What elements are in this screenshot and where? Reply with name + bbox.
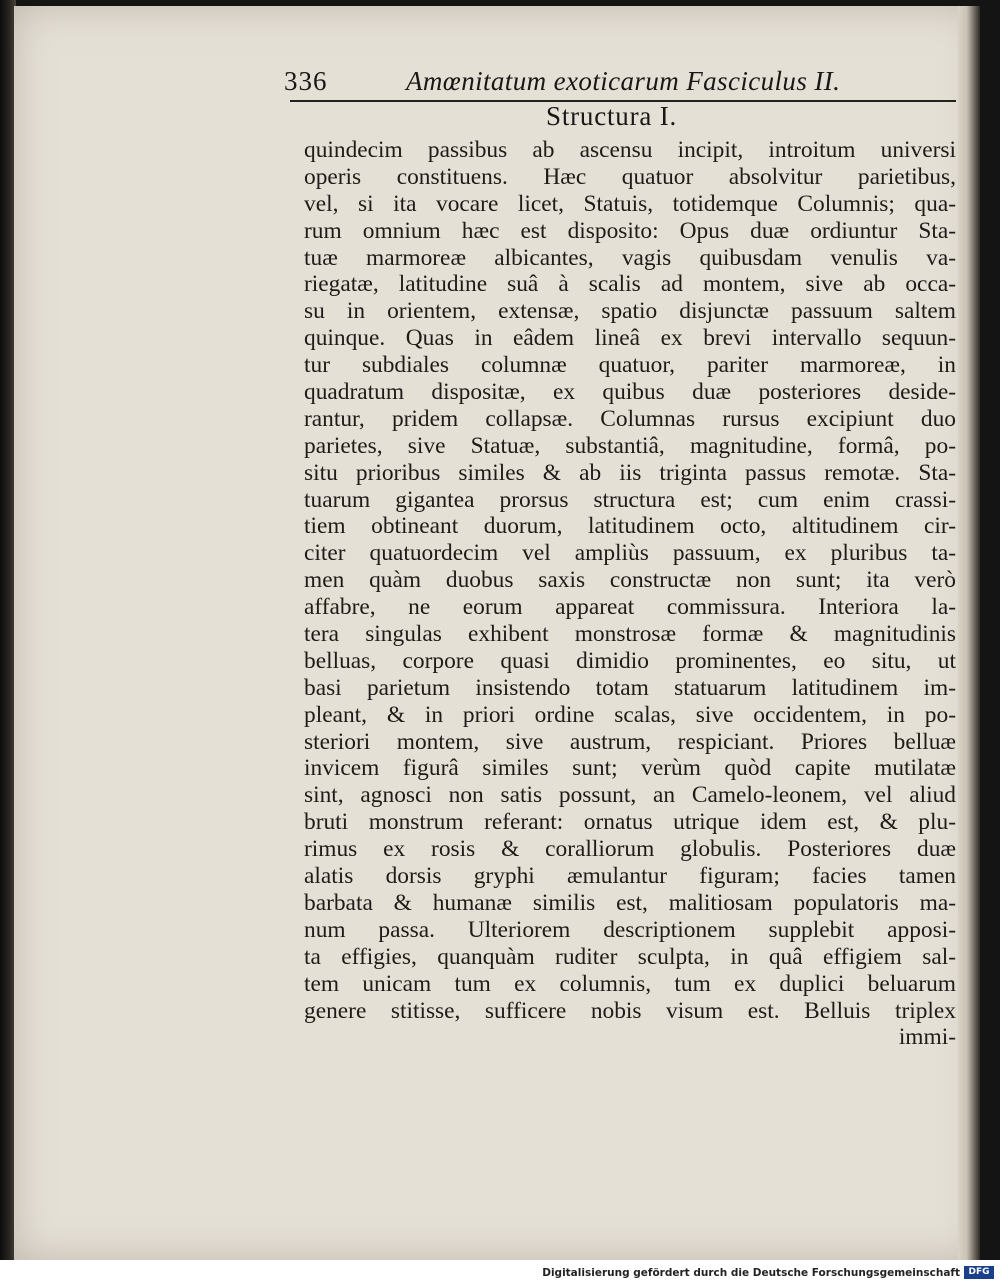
text-line: pleant, & in priori ordine scalas, sive occidentem, in po- [304, 701, 956, 728]
text-line: ta effigies, quanquàm ruditer sculpta, in quâ effigiem sal- [304, 943, 956, 970]
text-line: quadratum dispositæ, ex quibus duæ posteriores deside- [304, 379, 956, 406]
text-line: riegatæ, latitudine suâ à scalis ad montem, sive ab occa- [304, 271, 956, 298]
dfg-logo-icon[interactable]: DFG [964, 1266, 994, 1279]
text-line: steriori montem, sive austrum, respiciant. Priores belluæ [304, 728, 956, 755]
running-title: Amœnitatum exoticarum Fasciculus II. [406, 66, 841, 96]
text-line: tuæ marmoreæ albicantes, vagis quibusdam venulis va- [304, 244, 956, 271]
catchword: immi- [898, 1024, 956, 1051]
body-text [304, 137, 956, 1051]
page-number: 336 [284, 66, 328, 96]
text-line: tuarum gigantea prorsus structura est; cum enim crassi- [304, 486, 956, 513]
text-line: num passa. Ulteriorem descriptionem supplebit apposi- [304, 916, 956, 943]
text-line: situ prioribus similes & ab iis triginta passus remotæ. Sta- [304, 459, 956, 486]
page-edge [958, 6, 980, 1260]
text-line: basi parietum insistendo totam statuarum latitudinem im- [304, 674, 956, 701]
text-line: men quàm duobus saxis constructæ non sunt; ita verò [304, 567, 956, 594]
text-line: barbata & humanæ similis est, malitiosam populatoris ma- [304, 889, 956, 916]
text-line: invicem figurâ similes sunt; verùm quòd capite mutilatæ [304, 755, 956, 782]
text-line: tera singulas exhibent monstrosæ formæ & magnitudinis [304, 621, 956, 648]
text-line: parietes, sive Statuæ, substantiâ, magnitudine, formâ, po- [304, 432, 956, 459]
text-line: rimus ex rosis & coralliorum globulis. Posteriores duæ [304, 836, 956, 863]
text-line: sint, agnosci non satis possunt, an Camelo-leonem, vel aliud [304, 782, 956, 809]
text-line: quinque. Quas in eâdem lineâ ex brevi intervallo sequun- [304, 325, 956, 352]
text-line: alatis dorsis gryphi æmulantur figuram; facies tamen [304, 863, 956, 890]
text-line: tur subdiales columnæ quatuor, pariter marmoreæ, in [304, 352, 956, 379]
text-line: operis constituens. Hæc quatuor absolvitur parietibus, [304, 163, 956, 190]
text-line: genere stitisse, sufficere nobis visum est. Belluis triplex [304, 997, 956, 1024]
text-line: affabre, ne eorum appareat commissura. Interiora la- [304, 594, 956, 621]
text-line: rum omnium hæc est disposito: Opus duæ ordiuntur Sta- [304, 217, 956, 244]
text-line: bruti monstrum referant: ornatus utrique idem est, & plu- [304, 809, 956, 836]
page-header [284, 62, 954, 98]
text-line: quindecim passibus ab ascensu incipit, introitum universi [304, 137, 956, 163]
text-line: belluas, corpore quasi dimidio prominentes, eo situ, ut [304, 647, 956, 674]
digitization-footer [0, 1260, 1000, 1285]
text-line: tiem obtineant duorum, latitudinem octo, altitudinem cir- [304, 513, 956, 540]
text-line: rantur, pridem collapsæ. Columnas rursus excipiunt duo [304, 405, 956, 432]
text-line: tem unicam tum ex columnis, tum ex duplici beluarum [304, 970, 956, 997]
funding-note: Digitalisierung gefördert durch die Deutsche Forschungsgemeinschaft [542, 1267, 960, 1279]
section-title: Structura I. [546, 101, 678, 131]
text-line: citer quatuordecim vel ampliùs passuum, ex pluribus ta- [304, 540, 956, 567]
text-line: su in orientem, extensæ, spatio disjunctæ passuum saltem [304, 298, 956, 325]
text-line: vel, si ita vocare licet, Statuis, totidemque Columnis; qua- [304, 190, 956, 217]
